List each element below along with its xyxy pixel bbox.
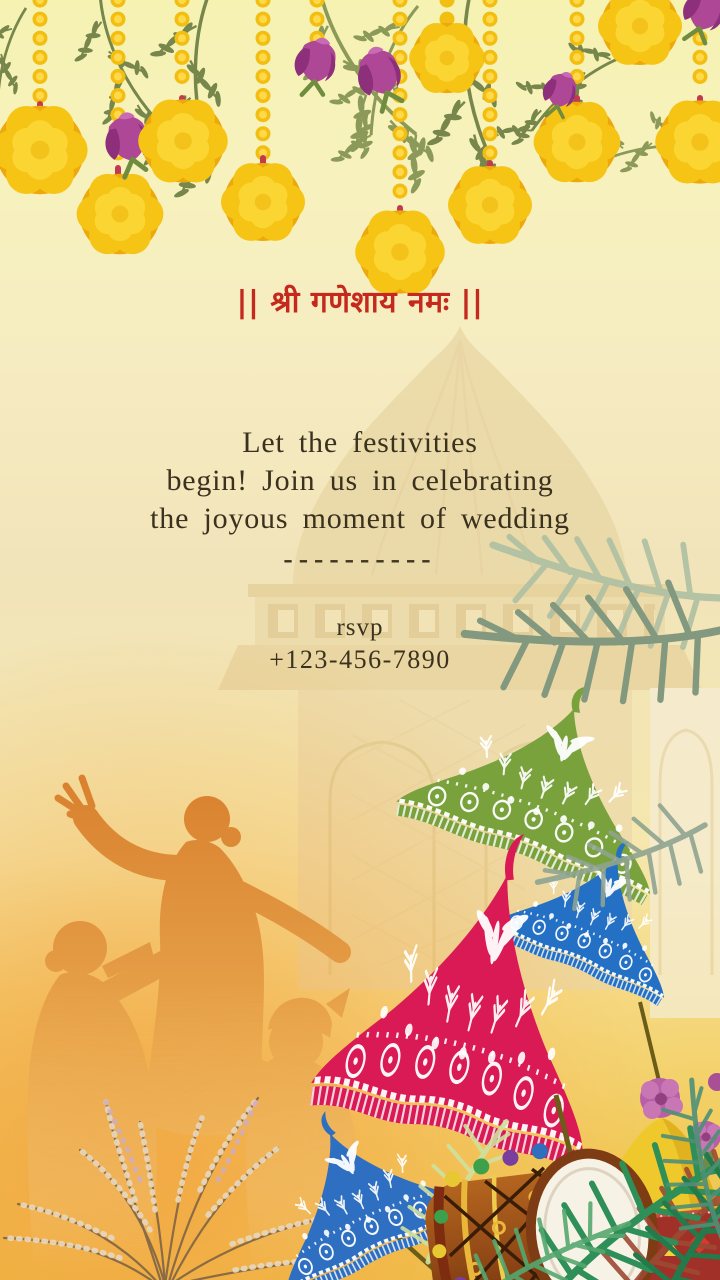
rsvp-label: rsvp: [336, 614, 384, 641]
rsvp-phone-number: +123-456-7890: [269, 645, 451, 674]
ganesh-invocation: || श्री गणेशाय नमः ||: [236, 285, 484, 320]
message-line-3: the joyous moment of wedding: [150, 502, 570, 535]
message-line-2: begin! Join us in celebrating: [166, 464, 554, 497]
invitation-message: [0, 424, 720, 538]
dashed-divider: ----------: [283, 544, 437, 575]
marigold-garland: [0, 0, 720, 294]
message-line-1: Let the festivities: [242, 426, 478, 459]
